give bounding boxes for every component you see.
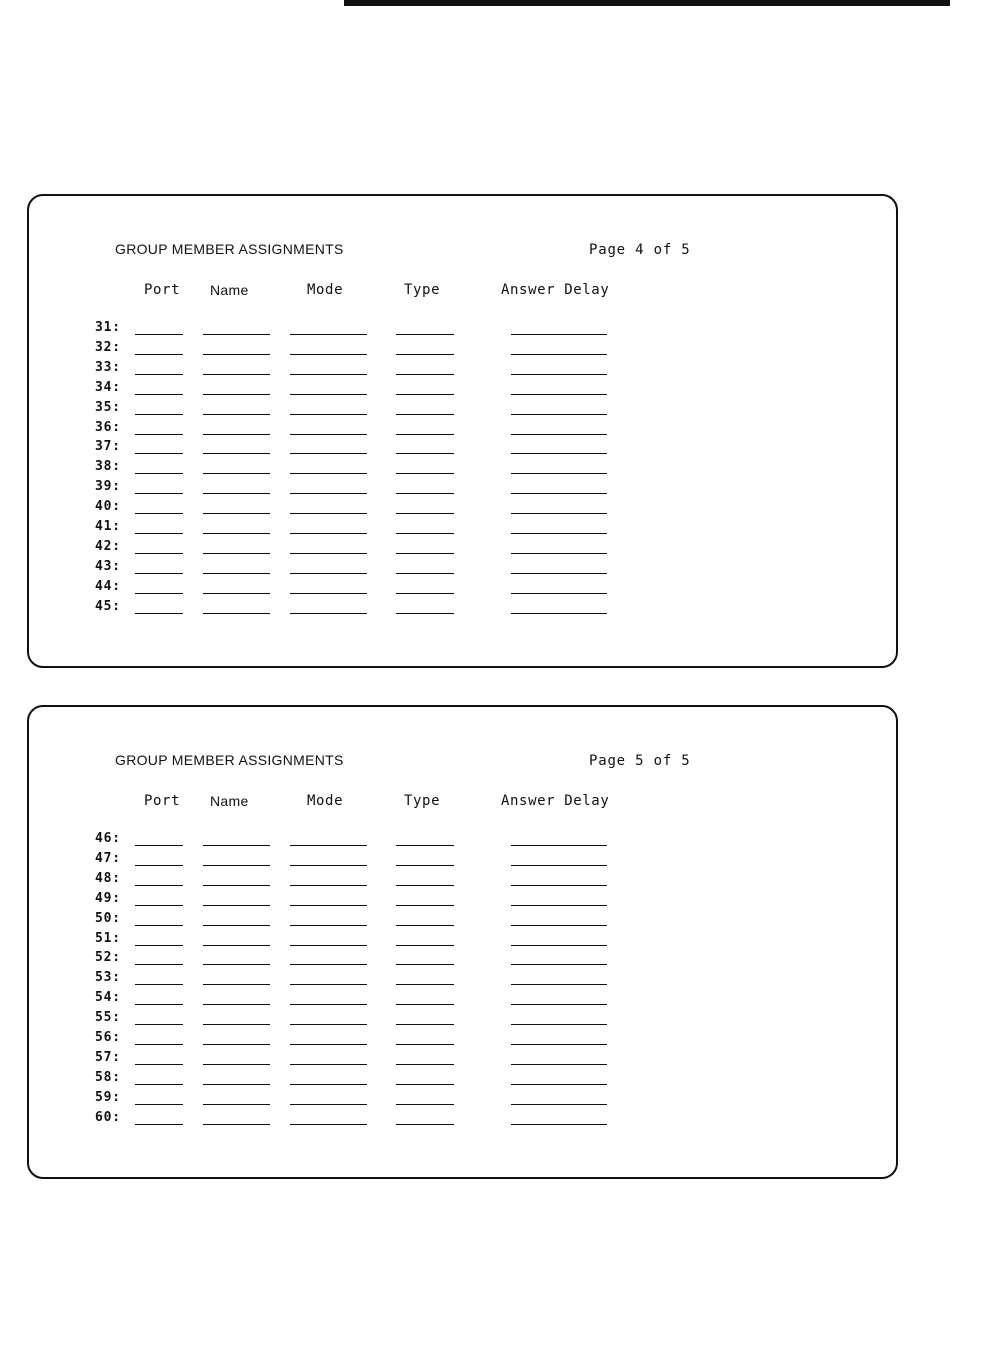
- row-number: 32:: [95, 339, 121, 355]
- mode-field[interactable]: [290, 1104, 367, 1105]
- type-field[interactable]: [396, 434, 454, 435]
- name-field[interactable]: [203, 493, 270, 494]
- mode-field[interactable]: [290, 414, 367, 415]
- row-number: 34:: [95, 379, 121, 395]
- port-field[interactable]: [135, 593, 183, 594]
- row-number: 45:: [95, 598, 121, 614]
- table-row: [29, 439, 729, 459]
- column-header-type: Type: [404, 282, 441, 298]
- column-header-mode: Mode: [307, 793, 344, 809]
- mode-field[interactable]: [290, 945, 367, 946]
- type-field[interactable]: [396, 964, 454, 965]
- table-row: [29, 851, 729, 871]
- port-field[interactable]: [135, 1024, 183, 1025]
- mode-field[interactable]: [290, 1084, 367, 1085]
- row-number: 58:: [95, 1069, 121, 1085]
- answer-delay-field[interactable]: [511, 1024, 607, 1025]
- type-field[interactable]: [396, 1024, 454, 1025]
- table-row: [29, 1050, 729, 1070]
- answer-delay-field[interactable]: [511, 613, 607, 614]
- answer-delay-field[interactable]: [511, 945, 607, 946]
- table-row: [29, 1090, 729, 1110]
- answer-delay-field[interactable]: [511, 453, 607, 454]
- table-row: [29, 950, 729, 970]
- table-row: [29, 871, 729, 891]
- type-field[interactable]: [396, 493, 454, 494]
- type-field[interactable]: [396, 473, 454, 474]
- type-field[interactable]: [396, 613, 454, 614]
- answer-delay-field[interactable]: [511, 1124, 607, 1125]
- port-field[interactable]: [135, 945, 183, 946]
- answer-delay-field[interactable]: [511, 493, 607, 494]
- name-field[interactable]: [203, 473, 270, 474]
- mode-field[interactable]: [290, 334, 367, 335]
- table-row: [29, 360, 729, 380]
- table-row: [29, 1010, 729, 1030]
- mode-field[interactable]: [290, 394, 367, 395]
- name-field[interactable]: [203, 513, 270, 514]
- type-field[interactable]: [396, 925, 454, 926]
- answer-delay-field[interactable]: [511, 354, 607, 355]
- row-number: 52:: [95, 950, 121, 966]
- type-field[interactable]: [396, 1064, 454, 1065]
- mode-field[interactable]: [290, 845, 367, 846]
- row-number: 51:: [95, 930, 121, 946]
- answer-delay-field[interactable]: [511, 925, 607, 926]
- answer-delay-field[interactable]: [511, 1064, 607, 1065]
- name-field[interactable]: [203, 1004, 270, 1005]
- table-row: [29, 1110, 729, 1130]
- port-field[interactable]: [135, 964, 183, 965]
- type-field[interactable]: [396, 334, 454, 335]
- name-field[interactable]: [203, 1104, 270, 1105]
- type-field[interactable]: [396, 414, 454, 415]
- type-field[interactable]: [396, 1104, 454, 1105]
- mode-field[interactable]: [290, 553, 367, 554]
- answer-delay-field[interactable]: [511, 573, 607, 574]
- mode-field[interactable]: [290, 984, 367, 985]
- row-number: 55:: [95, 1010, 121, 1026]
- mode-field[interactable]: [290, 1124, 367, 1125]
- answer-delay-field[interactable]: [511, 394, 607, 395]
- mode-field[interactable]: [290, 1044, 367, 1045]
- screen-title: GROUP MEMBER ASSIGNMENTS: [115, 752, 344, 768]
- name-field[interactable]: [203, 1044, 270, 1045]
- row-number: 59:: [95, 1089, 121, 1105]
- type-field[interactable]: [396, 553, 454, 554]
- mode-field[interactable]: [290, 865, 367, 866]
- name-field[interactable]: [203, 1124, 270, 1125]
- port-field[interactable]: [135, 1104, 183, 1105]
- answer-delay-field[interactable]: [511, 334, 607, 335]
- answer-delay-field[interactable]: [511, 414, 607, 415]
- port-field[interactable]: [135, 414, 183, 415]
- answer-delay-field[interactable]: [511, 865, 607, 866]
- name-field[interactable]: [203, 885, 270, 886]
- table-row: [29, 831, 729, 851]
- type-field[interactable]: [396, 865, 454, 866]
- row-number: 38:: [95, 459, 121, 475]
- answer-delay-field[interactable]: [511, 1084, 607, 1085]
- name-field[interactable]: [203, 434, 270, 435]
- type-field[interactable]: [396, 394, 454, 395]
- name-field[interactable]: [203, 573, 270, 574]
- type-field[interactable]: [396, 354, 454, 355]
- port-field[interactable]: [135, 374, 183, 375]
- port-field[interactable]: [135, 493, 183, 494]
- port-field[interactable]: [135, 513, 183, 514]
- row-number: 33:: [95, 359, 121, 375]
- table-row: [29, 320, 729, 340]
- answer-delay-field[interactable]: [511, 984, 607, 985]
- answer-delay-field[interactable]: [511, 964, 607, 965]
- table-row: [29, 891, 729, 911]
- name-field[interactable]: [203, 374, 270, 375]
- row-number: 41:: [95, 519, 121, 534]
- column-header-port: Port: [144, 282, 181, 298]
- row-number: 36:: [95, 419, 121, 435]
- answer-delay-field[interactable]: [511, 533, 607, 534]
- port-field[interactable]: [135, 334, 183, 335]
- port-field[interactable]: [135, 885, 183, 886]
- port-field[interactable]: [135, 984, 183, 985]
- table-row: [29, 990, 729, 1010]
- name-field[interactable]: [203, 865, 270, 866]
- name-field[interactable]: [203, 533, 270, 534]
- answer-delay-field[interactable]: [511, 553, 607, 554]
- name-field[interactable]: [203, 1084, 270, 1085]
- page-indicator: Page 4 of 5: [589, 242, 691, 258]
- mode-field[interactable]: [290, 593, 367, 594]
- answer-delay-field[interactable]: [511, 845, 607, 846]
- answer-delay-field[interactable]: [511, 1104, 607, 1105]
- answer-delay-field[interactable]: [511, 905, 607, 906]
- name-field[interactable]: [203, 453, 270, 454]
- name-field[interactable]: [203, 334, 270, 335]
- name-field[interactable]: [203, 1024, 270, 1025]
- row-number: 54:: [95, 990, 121, 1006]
- type-field[interactable]: [396, 573, 454, 574]
- screen-title: GROUP MEMBER ASSIGNMENTS: [115, 241, 344, 257]
- type-field[interactable]: [396, 885, 454, 886]
- name-field[interactable]: [203, 593, 270, 594]
- mode-field[interactable]: [290, 1064, 367, 1065]
- table-row: [29, 579, 729, 599]
- mode-field[interactable]: [290, 613, 367, 614]
- port-field[interactable]: [135, 354, 183, 355]
- screen-page-5: [27, 705, 898, 1179]
- name-field[interactable]: [203, 925, 270, 926]
- port-field[interactable]: [135, 573, 183, 574]
- type-field[interactable]: [396, 593, 454, 594]
- mode-field[interactable]: [290, 905, 367, 906]
- table-row: [29, 1030, 729, 1050]
- row-number: 50:: [95, 910, 121, 926]
- table-row: [29, 340, 729, 360]
- mode-field[interactable]: [290, 925, 367, 926]
- column-header-name: Name: [210, 282, 249, 298]
- row-number: 31:: [95, 320, 121, 335]
- table-row: [29, 1070, 729, 1090]
- row-number: 49:: [95, 890, 121, 906]
- mode-field[interactable]: [290, 964, 367, 965]
- mode-field[interactable]: [290, 354, 367, 355]
- mode-field[interactable]: [290, 1004, 367, 1005]
- type-field[interactable]: [396, 374, 454, 375]
- table-row: [29, 519, 729, 539]
- port-field[interactable]: [135, 1064, 183, 1065]
- name-field[interactable]: [203, 553, 270, 554]
- table-row: [29, 931, 729, 951]
- row-number: 43:: [95, 558, 121, 574]
- mode-field[interactable]: [290, 573, 367, 574]
- column-header-name: Name: [210, 793, 249, 809]
- table-row: [29, 499, 729, 519]
- table-row: [29, 539, 729, 559]
- answer-delay-field[interactable]: [511, 593, 607, 594]
- port-field[interactable]: [135, 1124, 183, 1125]
- top-rule: [344, 0, 950, 6]
- port-field[interactable]: [135, 845, 183, 846]
- type-field[interactable]: [396, 905, 454, 906]
- mode-field[interactable]: [290, 533, 367, 534]
- name-field[interactable]: [203, 613, 270, 614]
- table-row: [29, 970, 729, 990]
- table-row: [29, 599, 729, 619]
- type-field[interactable]: [396, 453, 454, 454]
- mode-field[interactable]: [290, 885, 367, 886]
- name-field[interactable]: [203, 964, 270, 965]
- name-field[interactable]: [203, 414, 270, 415]
- page-indicator: Page 5 of 5: [589, 753, 691, 769]
- name-field[interactable]: [203, 354, 270, 355]
- type-field[interactable]: [396, 1044, 454, 1045]
- answer-delay-field[interactable]: [511, 1004, 607, 1005]
- table-row: [29, 911, 729, 931]
- table-row: [29, 559, 729, 579]
- port-field[interactable]: [135, 1004, 183, 1005]
- table-row: [29, 400, 729, 420]
- row-number: 44:: [95, 578, 121, 594]
- table-row: [29, 459, 729, 479]
- column-header-mode: Mode: [307, 282, 344, 298]
- port-field[interactable]: [135, 905, 183, 906]
- port-field[interactable]: [135, 553, 183, 554]
- port-field[interactable]: [135, 1084, 183, 1085]
- column-header-type: Type: [404, 793, 441, 809]
- row-number: 53:: [95, 970, 121, 986]
- mode-field[interactable]: [290, 1024, 367, 1025]
- row-number: 56:: [95, 1030, 121, 1045]
- type-field[interactable]: [396, 1124, 454, 1125]
- answer-delay-field[interactable]: [511, 1044, 607, 1045]
- type-field[interactable]: [396, 945, 454, 946]
- name-field[interactable]: [203, 1064, 270, 1065]
- answer-delay-field[interactable]: [511, 374, 607, 375]
- table-row: [29, 380, 729, 400]
- type-field[interactable]: [396, 845, 454, 846]
- type-field[interactable]: [396, 513, 454, 514]
- row-number: 35:: [95, 399, 121, 415]
- port-field[interactable]: [135, 533, 183, 534]
- mode-field[interactable]: [290, 473, 367, 474]
- row-number: 48:: [95, 870, 121, 886]
- mode-field[interactable]: [290, 493, 367, 494]
- type-field[interactable]: [396, 533, 454, 534]
- port-field[interactable]: [135, 434, 183, 435]
- mode-field[interactable]: [290, 434, 367, 435]
- mode-field[interactable]: [290, 374, 367, 375]
- name-field[interactable]: [203, 945, 270, 946]
- row-number: 40:: [95, 499, 121, 515]
- port-field[interactable]: [135, 613, 183, 614]
- name-field[interactable]: [203, 984, 270, 985]
- row-number: 57:: [95, 1049, 121, 1065]
- answer-delay-field[interactable]: [511, 434, 607, 435]
- row-number: 42:: [95, 538, 121, 554]
- port-field[interactable]: [135, 394, 183, 395]
- name-field[interactable]: [203, 845, 270, 846]
- screen-page-4: [27, 194, 898, 668]
- port-field[interactable]: [135, 1044, 183, 1045]
- answer-delay-field[interactable]: [511, 885, 607, 886]
- port-field[interactable]: [135, 925, 183, 926]
- mode-field[interactable]: [290, 513, 367, 514]
- table-row: [29, 420, 729, 440]
- mode-field[interactable]: [290, 453, 367, 454]
- answer-delay-field[interactable]: [511, 473, 607, 474]
- row-number: 37:: [95, 439, 121, 455]
- type-field[interactable]: [396, 1004, 454, 1005]
- row-number: 46:: [95, 831, 121, 846]
- port-field[interactable]: [135, 865, 183, 866]
- row-number: 47:: [95, 850, 121, 866]
- table-row: [29, 479, 729, 499]
- column-header-answer-delay: Answer Delay: [501, 282, 610, 298]
- type-field[interactable]: [396, 984, 454, 985]
- type-field[interactable]: [396, 1084, 454, 1085]
- port-field[interactable]: [135, 473, 183, 474]
- port-field[interactable]: [135, 453, 183, 454]
- column-header-answer-delay: Answer Delay: [501, 793, 610, 809]
- name-field[interactable]: [203, 394, 270, 395]
- name-field[interactable]: [203, 905, 270, 906]
- row-number: 60:: [95, 1109, 121, 1125]
- answer-delay-field[interactable]: [511, 513, 607, 514]
- column-header-port: Port: [144, 793, 181, 809]
- row-number: 39:: [95, 479, 121, 495]
